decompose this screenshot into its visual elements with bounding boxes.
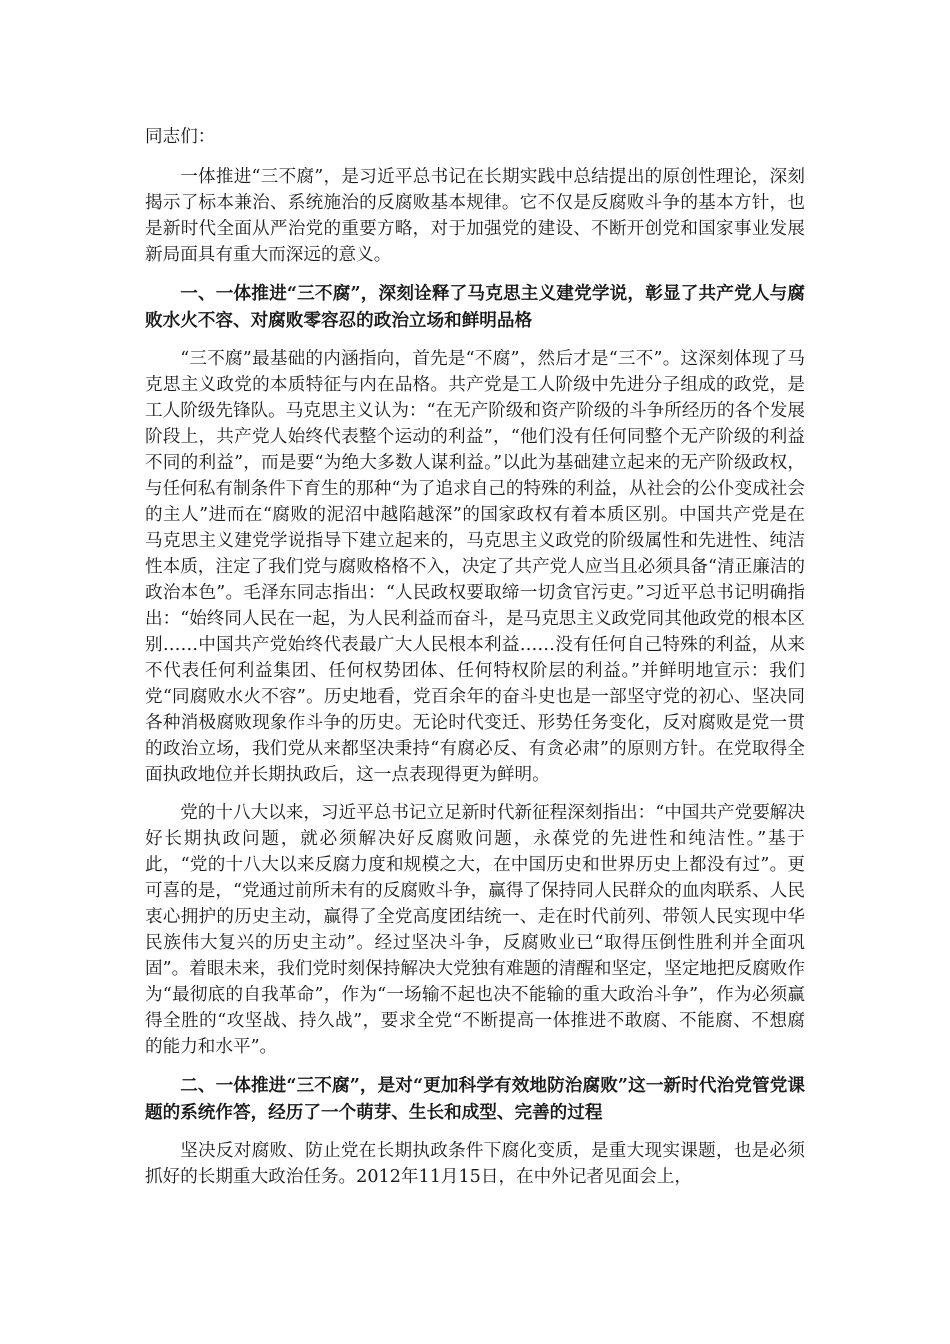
- section-2-paragraph-1: 坚决反对腐败、防止党在长期执政条件下腐化变质，是重大现实课题，也是必须抓好的长期重大政治任务。2012年11月15日，在中外记者见面会上，: [145, 1141, 805, 1187]
- section-2-heading: 二、一体推进“三不腐”，是对“更加科学有效地防治腐败”这一新时代治党管党课题的系统作答，经历了一个萌芽、生长和成型、完善的过程: [145, 1075, 805, 1123]
- section-1-paragraph-1: “三不腐”最基础的内涵指向，首先是“不腐”，然后才是“三不”。这深刻体现了马克思主义政党的本质特征与内在品格。共产党是工人阶级中先进分子组成的政党，是工人阶级先锋队。马克思主义认为：“在无产阶级和资产阶级的斗争所经历的各个发展阶段上，共产党人始终代表整个运动的利益”，“他们没有任何同整个无产阶级的利益不同的利益”，而是要“为绝大多数人谋利益。”以此为基础建立起来的无产阶级政权，与任何私有制条件下育生的那种“为了追求自己的特殊的利益，从社会的公仆变成社会的主人”进而在“腐败的泥沼中越陷越深”的国家政权有着本质区别。中国共产党是在马克思主义建党学说指导下建立起来的，马克思主义政党的阶级属性和先进性、纯洁性本质，注定了我们党与腐败格格不入，决定了共产党人应当且必须具备“清正廉洁的政治本色”。毛泽东同志指出：“人民政权要取缔一切贪官污吏。”习近平总书记明确指出：“始终同人民在一起，为人民利益而奋斗，是马克思主义政党同其他政党的根本区别……中国共产党始终代表最广大人民根本利益……没有任何自己特殊的利益，从来不代表任何利益集团、任何权势团体、任何特权阶层的利益。”并鲜明地宣示：我们党“同腐败水火不容”。历史地看，党百余年的奋斗史也是一部坚守党的初心、坚决同各种消极腐败现象作斗争的历史。无论时代变迁、形势任务变化，反对腐败是党一贯的政治立场，我们党从来都坚决秉持“有腐必反、有贪必肃”的原则方针。在党取得全面执政地位并长期执政后，这一点表现得更为鲜明。: [145, 349, 805, 785]
- document-body: [145, 124, 805, 1202]
- salutation: 同志们：: [145, 127, 216, 147]
- section-1-paragraph-2: 党的十八大以来，习近平总书记立足新时代新征程深刻指出：“中国共产党要解决好长期执政问题，就必须解决好反腐败问题，永葆党的先进性和纯洁性。”基于此，“党的十八大以来反腐力度和规模之大，在中国历史和世界历史上都没有过”。更可喜的是，“党通过前所未有的反腐败斗争，赢得了保持同人民群众的血肉联系、人民衷心拥护的历史主动，赢得了全党高度团结统一、走在时代前列、带领人民实现中华民族伟大复兴的历史主动”。经过坚决斗争，反腐败业已“取得压倒性胜利并全面巩固”。着眼未来，我们党时刻保持解决大党独有难题的清醒和坚定，坚定地把反腐败作为“最彻底的自我革命”，作为“一场输不起也决不能输的重大政治斗争”，作为必须赢得全胜的“攻坚战、持久战”，要求全党“不断提高一体推进不敢腐、不能腐、不想腐的能力和水平”。: [145, 803, 805, 1057]
- section-1-heading: 一、一体推进“三不腐”，深刻诠释了马克思主义建党学说，彰显了共产党人与腐败水火不容、对腐败零容忍的政治立场和鲜明品格: [145, 283, 805, 331]
- intro-paragraph: 一体推进“三不腐”，是习近平总书记在长期实践中总结提出的原创性理论，深刻揭示了标本兼治、系统施治的反腐败基本规律。它不仅是反腐败斗争的基本方针，也是新时代全面从严治党的重要方略，对于加强党的建设、不断开创党和国家事业发展新局面具有重大而深远的意义。: [145, 167, 805, 265]
